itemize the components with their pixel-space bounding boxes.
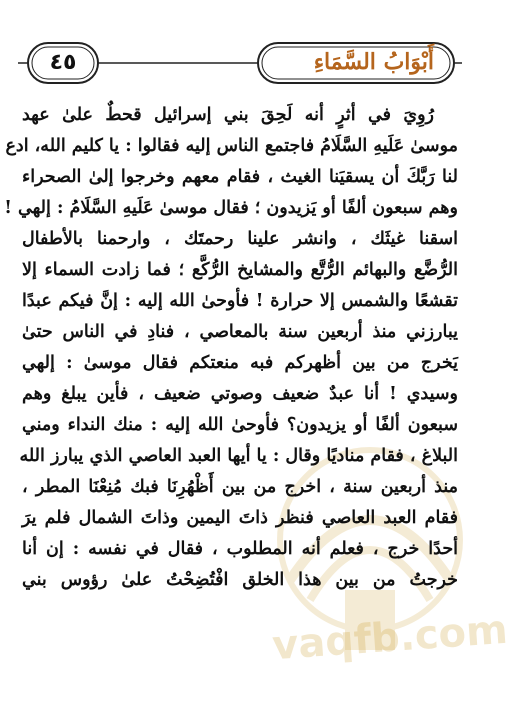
text-line: أحدًا خرج ، فعلم أنه المطلوب ، فقال في نفسه : إن أنا — [22, 539, 458, 559]
text-line: منذ أربعين سنة ، اخرج من بين أَظْهُرِنَا فبك مُنِعْنَا المطر ، — [22, 477, 458, 497]
text-line: البلاغ ، فقام مناديًا وقال : يا أيها العبد العاصي الذي يبارز الله — [19, 446, 458, 466]
watermark-text: vaqfb.com — [270, 606, 509, 670]
text-line: اسقنا غيثَك ، وانشر علينا رحمتَك ، وارحمنا بالأطفال — [22, 229, 458, 249]
text-line: وسيدي ! أنا عبدٌ ضعيف وصوتي ضعيف ، فأين يبلغ وهم — [22, 384, 458, 404]
text-line: رُوِيَ في أثرٍ أنه لَحِقَ بني إسرائيل قحطٌ علىٰ عهد — [22, 105, 434, 125]
running-title: أَبْوَابُ السَّمَاءِ — [313, 49, 434, 75]
page-number: ٤٥ — [49, 50, 77, 75]
text-line: يَخرج من بين أظهركم فبه منعتكم فقال موسىٰ : إلهي — [22, 353, 458, 373]
text-line: وهم سبعون ألفًا أو يَزيدون ؛ فقال موسىٰ عَلَيهِ السَّلَامُ : إلهي ! — [4, 198, 458, 218]
text-line: الرُّضَّع والبهائم الرُّتَّع والمشايخ الرُّكَّع ؛ فما زادت السماء إلا — [22, 260, 458, 280]
text-line: لنا رَبَّكَ أن يسقيَنا الغيث ، فقام معهم وخرجوا إلىٰ الصحراء — [22, 167, 458, 187]
text-line: خرجتُ من بين هذا الخلق افْتُضِحْتُ علىٰ رؤوس بني — [22, 570, 458, 590]
text-line: موسىٰ عَلَيهِ السَّلَامُ فاجتمع الناس إليه فقالوا : يا كليم الله، ادع — [5, 136, 458, 156]
body-text — [4, 100, 458, 720]
text-line: تقشعًا والشمس إلا حرارة ! فأوحىٰ الله إليه : إنَّ فيكم عبدًا — [22, 291, 458, 311]
page-header — [8, 40, 472, 86]
text-line: سبعون ألفًا أو يزيدون؟ فأوحىٰ الله إليه : منك النداء ومني — [22, 415, 458, 435]
text-line: فقام العبد العاصي فنظر ذاتَ اليمين وذاتَ الشمال فلم يرَ — [22, 508, 458, 528]
text-line: يبارزني منذ أربعين سنة بالمعاصي ، فنادِ في الناس حتىٰ — [22, 322, 458, 342]
